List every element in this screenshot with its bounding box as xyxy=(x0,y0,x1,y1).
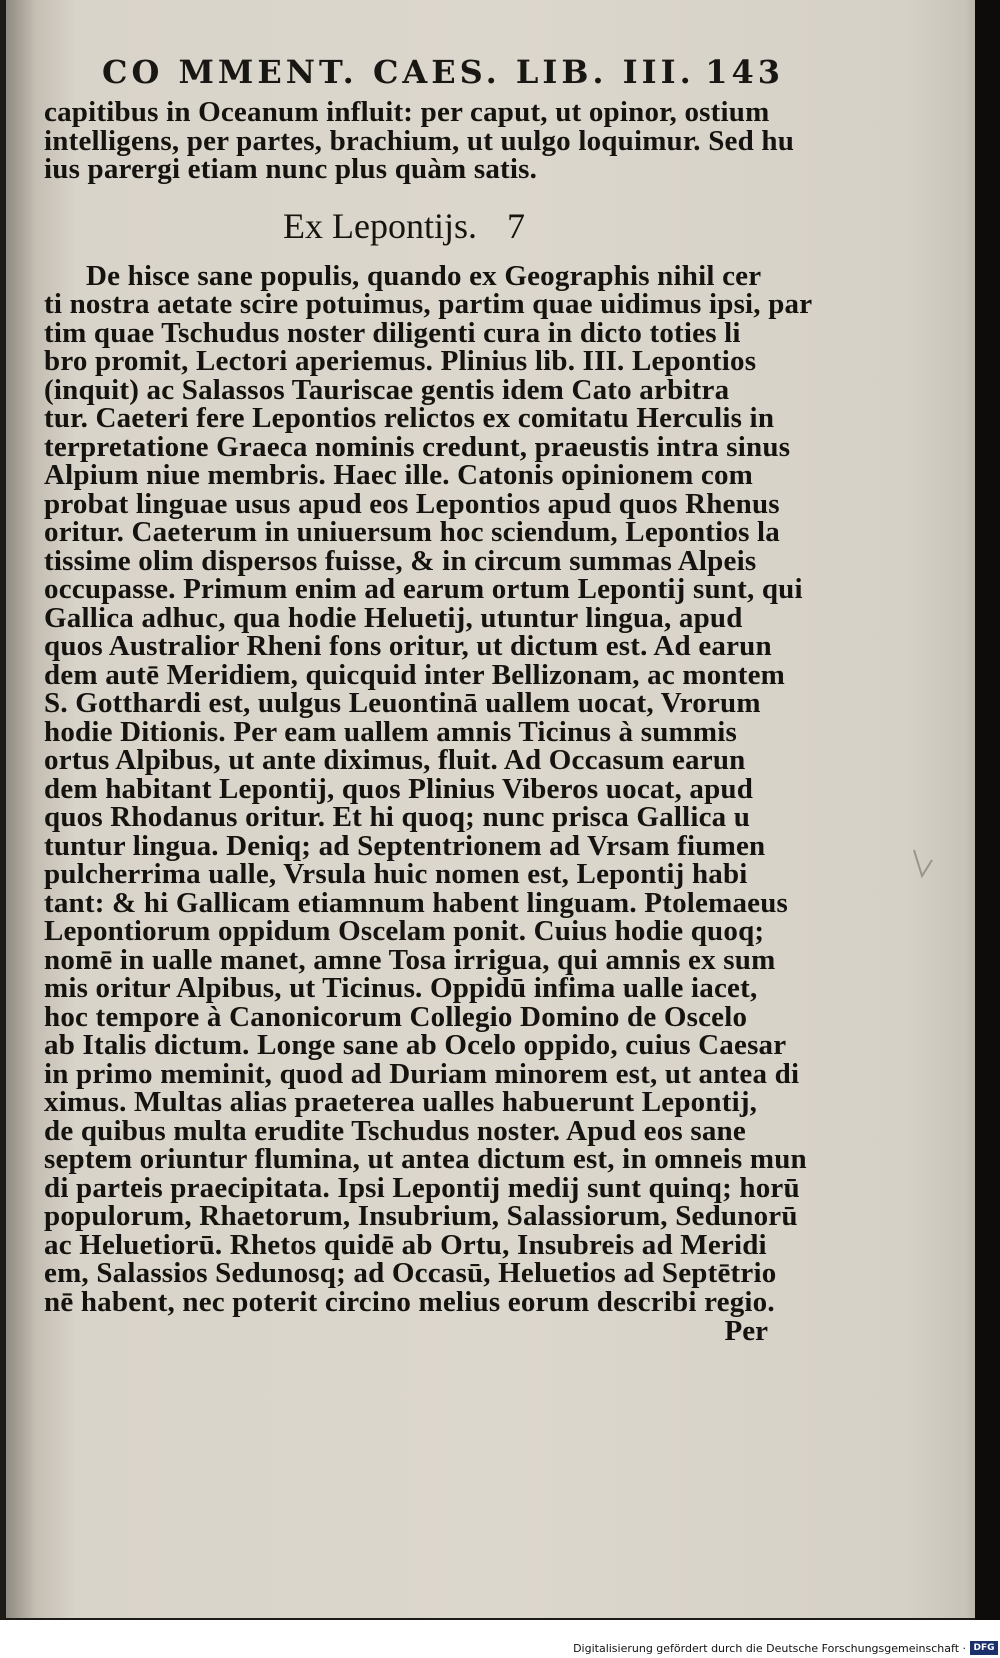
text-line: ortus Alpibus, ut ante diximus, fluit. Ad Occasum earun xyxy=(44,744,746,776)
footer-bar xyxy=(0,1640,1000,1658)
text-line: quos Rhodanus oritur. Et hi quoq; nunc prisca Gallica u xyxy=(44,801,751,833)
text-line: quos Australior Rheni fons oritur, ut dictum est. Ad earun xyxy=(44,630,772,662)
text-line: oritur. Caeterum in uniuersum hoc sciendum, Lepontios la xyxy=(44,516,780,548)
text-line: nē habent, nec poterit circino melius eorum describi regio. xyxy=(44,1285,775,1318)
text-line: de quibus multa erudite Tschudus noster. Apud eos sane xyxy=(44,1114,746,1147)
text-line: pulcherrima ualle, Vrsula huic nomen est, Lepontij habi xyxy=(44,858,748,890)
text-line: ti nostra aetate scire potuimus, partim quae uidimus ipsi, par xyxy=(44,288,813,320)
text-line: (inquit) ac Salassos Tauriscae gentis idem Cato arbitra xyxy=(44,373,730,406)
text-line: dem autē Meridiem, quicquid inter Bellizonam, ac montem xyxy=(44,658,786,691)
text-line: populorum, Rhaetorum, Insubrium, Salassiorum, Sedunorū xyxy=(44,1200,798,1232)
text-line: septem oriuntur flumina, ut antea dictum est, in omneis mun xyxy=(44,1143,807,1175)
text-line: ac Heluetiorū. Rhetos quidē ab Ortu, Insubreis ad Meridi xyxy=(44,1228,767,1261)
text-line: tim quae Tschudus noster diligenti cura in dicto toties li xyxy=(44,316,741,349)
pencil-mark-icon xyxy=(908,846,938,895)
section-title: Ex Lepontijs. xyxy=(283,205,477,246)
text-line: tuntur lingua. Deniq; ad Septentrionem ad Vrsam fiumen xyxy=(44,829,766,862)
text-line: di parteis praecipitata. Ipsi Lepontij medij sunt quinq; horū xyxy=(44,1171,800,1204)
body-paragraph xyxy=(44,259,813,1318)
text-line: dem habitant Lepontij, quos Plinius Viberos uocat, apud xyxy=(44,772,754,805)
section-heading xyxy=(44,194,764,258)
section-number: 7 xyxy=(506,205,525,246)
folio-number: 143 xyxy=(705,53,784,91)
text-line: terpretatione Graeca nominis credunt, praeustis intra sinus xyxy=(44,430,791,463)
text-line: hodie Ditionis. Per eam uallem amnis Ticinus à summis xyxy=(44,715,737,748)
text-line: nomē in ualle manet, amne Tosa irrigua, qui amnis ex sum xyxy=(44,943,776,976)
catchword: Per xyxy=(724,1315,768,1347)
text-line: occupasse. Primum enim ad earum ortum Lepontij sunt, qui xyxy=(44,573,803,605)
page-edge xyxy=(975,0,1000,1620)
text-line: mis oritur Alpibus, ut Ticinus. Oppidū infima ualle iacet, xyxy=(44,972,758,1004)
text-line: tissime olim dispersos fuisse, & in circum summas Alpeis xyxy=(44,544,757,577)
text-line: in primo meminit, quod ad Duriam minorem est, ut antea di xyxy=(44,1057,800,1090)
text-line: bro promit, Lectori aperiemus. Plinius lib. III. Lepontios xyxy=(44,345,757,377)
text-line: hoc tempore à Canonicorum Collegio Domino de Oscelo xyxy=(44,1000,748,1033)
dfg-logo: DFG xyxy=(970,1641,998,1655)
text-line: ab Italis dictum. Longe sane ab Ocelo oppido, cuius Caesar xyxy=(44,1029,787,1061)
text-line: S. Gotthardi est, uulgus Leuontinā uallem uocat, Vrorum xyxy=(44,687,761,719)
text-line: Alpium niue membris. Haec ille. Catonis opinionem com xyxy=(44,459,754,491)
running-head-title: CO MMENT. CAES. LIB. III. xyxy=(102,53,695,91)
text-line: De hisce sane populis, quando ex Geographis nihil cer xyxy=(86,259,762,292)
page-text xyxy=(44,50,813,1347)
text-line: intelligens, per partes, brachium, ut uulgo loquimur. Sed hu xyxy=(44,124,795,157)
text-line: probat linguae usus apud eos Lepontios apud quos Rhenus xyxy=(44,487,780,520)
text-line: capitibus in Oceanum influit: per caput, ut opinor, ostium xyxy=(44,96,770,128)
text-line: Gallica adhuc, qua hodie Heluetij, utuntur lingua, apud xyxy=(44,601,743,634)
running-head xyxy=(102,50,784,94)
text-line: em, Salassios Sedunosq; ad Occasū, Heluetios ad Septētrio xyxy=(44,1257,777,1289)
top-paragraph xyxy=(44,96,795,185)
text-line: ius parergi etiam nunc plus quàm satis. xyxy=(44,153,538,185)
text-line: tant: & hi Gallicam etiamnum habent linguam. Ptolemaeus xyxy=(44,886,789,919)
text-line: tur. Caeteri fere Lepontios relictos ex comitatu Herculis in xyxy=(44,402,775,434)
text-line: ximus. Multas alias praeterea ualles habuerunt Lepontij, xyxy=(44,1086,758,1118)
text-line: Lepontiorum oppidum Oscelam ponit. Cuius hodie quoq; xyxy=(44,915,765,947)
funding-note: Digitalisierung gefördert durch die Deutsche Forschungsgemeinschaft · xyxy=(573,1642,966,1655)
